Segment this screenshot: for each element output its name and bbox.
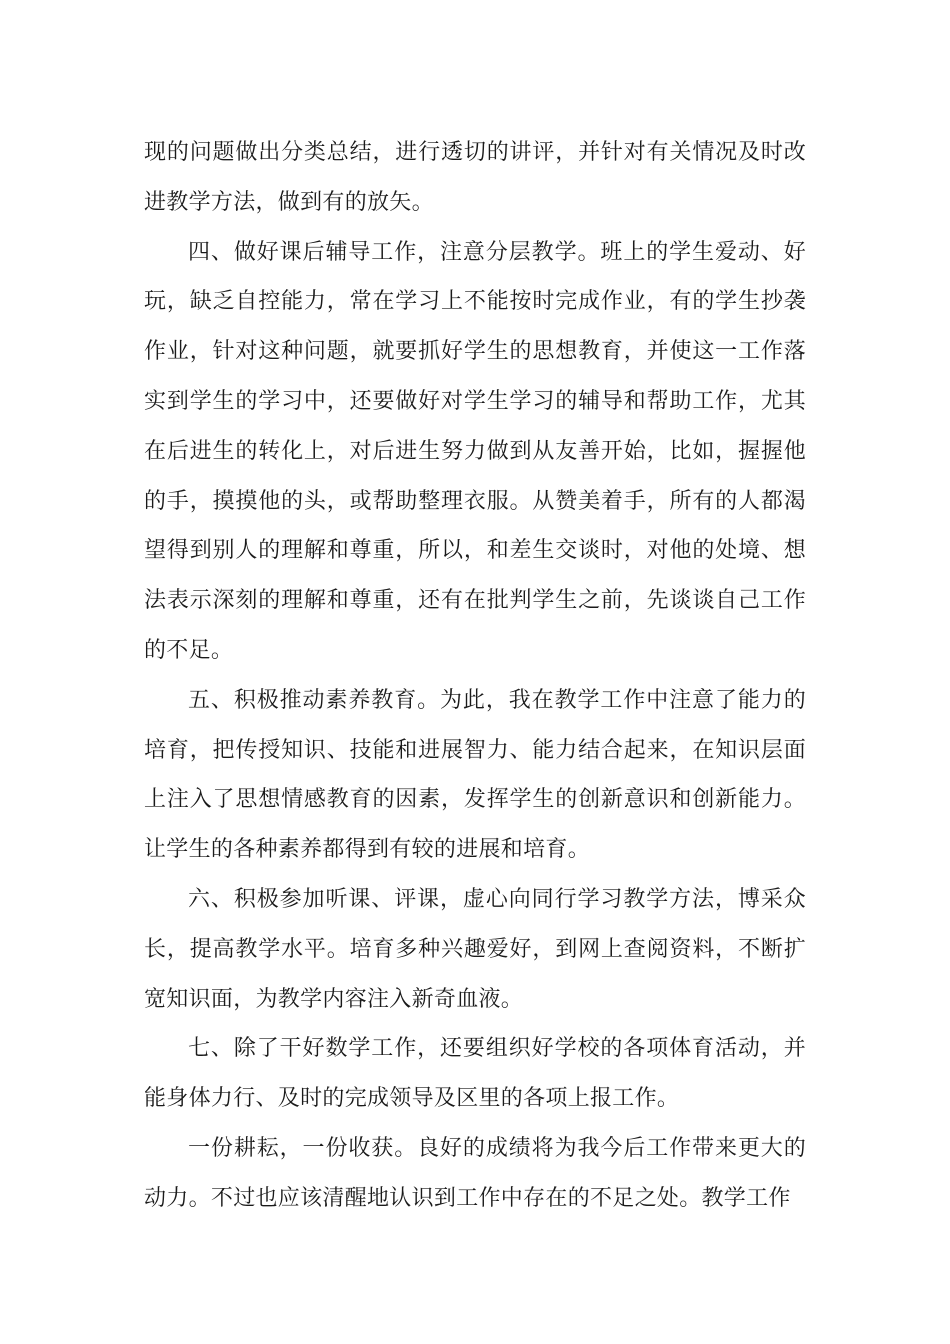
document-body (144, 128, 806, 1224)
paragraph-section-four: 四、做好课后辅导工作，注意分层教学。班上的学生爱动、好玩，缺乏自控能力，常在学习上不能按时完成作业，有的学生抄袭作业，针对这种问题，就要抓好学生的思想教育，并使这一工作落实到学生的学习中，还要做好对学生学习的辅导和帮助工作，尤其在后进生的转化上，对后进生努力做到从友善开始，比如，握握他的手，摸摸他的头，或帮助整理衣服。从赞美着手，所有的人都渴望得到别人的理解和尊重，所以，和差生交谈时，对他的处境、想法表示深刻的理解和尊重，还有在批判学生之前，先谈谈自己工作的不足。 (144, 239, 806, 663)
paragraph-continuation: 现的问题做出分类总结，进行透切的讲评，并针对有关情况及时改进教学方法，做到有的放矢。 (144, 140, 806, 215)
paragraph-conclusion: 一份耕耘，一份收获。良好的成绩将为我今后工作带来更大的动力。不过也应该清醒地认识到工作中存在的不足之处。教学工作 (144, 1135, 806, 1211)
paragraph-section-five: 五、积极推动素养教育。为此，我在教学工作中注意了能力的培育，把传授知识、技能和进展智力、能力结合起来，在知识层面上注入了思想情感教育的因素，发挥学生的创新意识和创新能力。让学生的各种素养都得到有较的进展和培育。 (144, 687, 806, 863)
paragraph-section-seven: 七、除了干好数学工作，还要组织好学校的各项体育活动，并能身体力行、及时的完成领导及区里的各项上报工作。 (144, 1036, 806, 1112)
paragraph-section-six: 六、积极参加听课、评课，虚心向同行学习教学方法，博采众长，提高教学水平。培育多种兴趣爱好，到网上查阅资料，不断扩宽知识面，为教学内容注入新奇血液。 (144, 886, 806, 1012)
